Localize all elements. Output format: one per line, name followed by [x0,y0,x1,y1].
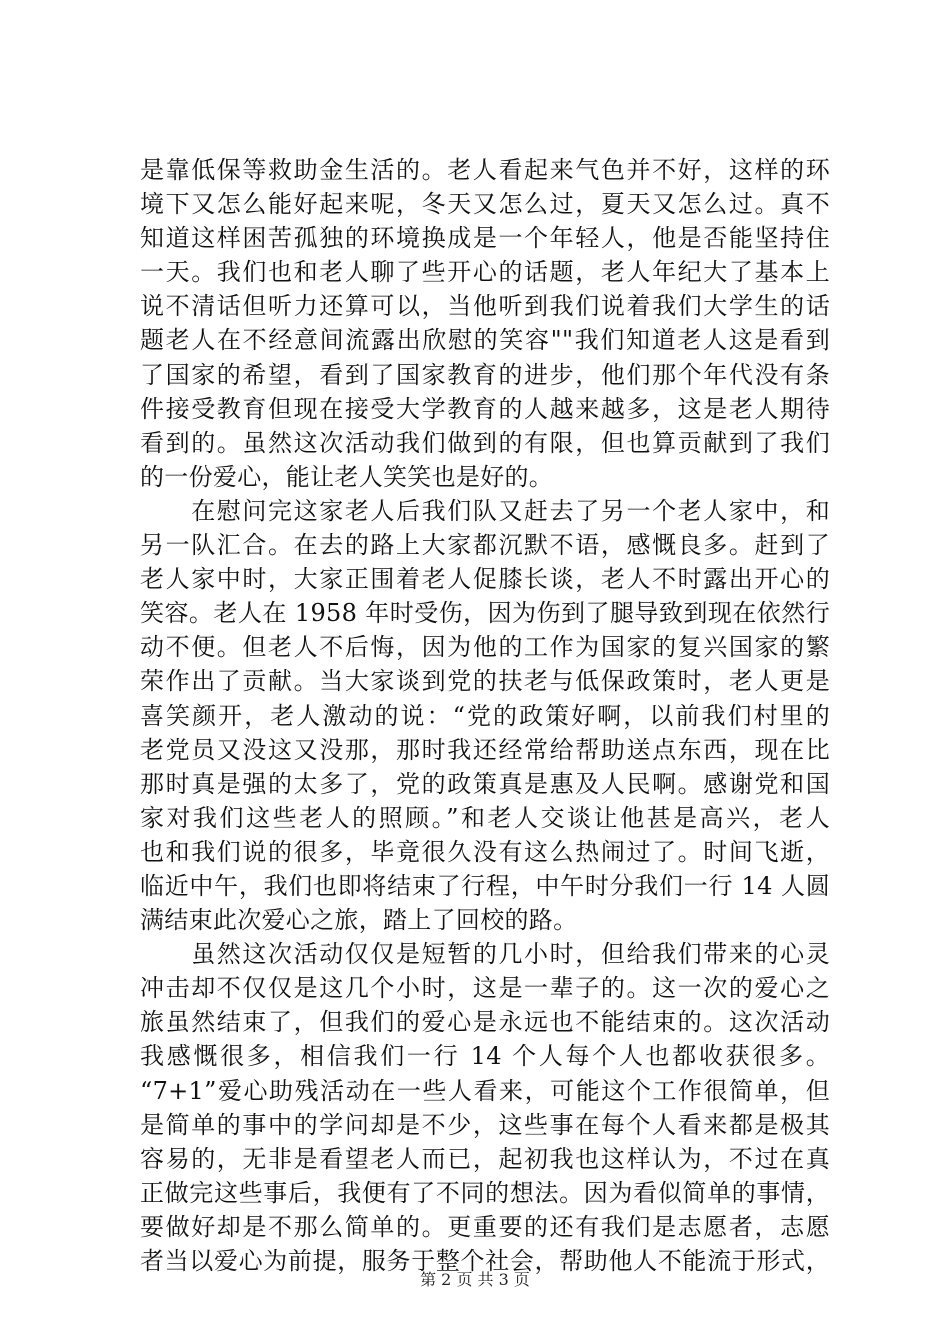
text-line: 喜笑颜开，老人激动的说：“党的政策好啊，以前我们村里的 [140,701,830,730]
text-line: 是靠低保等救助金生活的。老人看起来气色并不好，这样的环 [140,156,830,184]
text-line: 容易的，无非是看望老人而已，起初我也这样认为，不过在真 [140,1144,830,1173]
text-line: 知道这样困苦孤独的环境换成是一个年轻人，他是否能坚持住 [140,224,830,253]
text-line: 的一份爱心，能让老人笑笑也是好的。 [140,462,554,491]
text-line: 者当以爱心为前提，服务于整个社会，帮助他人不能流于形式， [140,1247,830,1275]
text-line: 老党员又没这又没那，那时我还经常给帮助送点东西，现在比 [140,735,830,764]
text-line: 那时真是强的太多了，党的政策真是惠及人民啊。感谢党和国 [140,769,830,798]
body-text [140,153,830,1278]
text-line: 我感慨很多，相信我们一行 14 个人每个人也都收获很多。 [140,1042,830,1071]
text-line: 虽然这次活动仅仅是短暂的几小时，但给我们带来的心灵 [140,940,830,969]
text-line: 说不清话但听力还算可以，当他听到我们说着我们大学生的话 [140,292,830,321]
text-line: 也和我们说的很多，毕竟很久没有这么热闹过了。时间飞逝， [140,837,830,866]
text-line: 在慰问完这家老人后我们队又赶去了另一个老人家中，和 [140,496,830,525]
page-number-footer: 第 2 页 共 3 页 [420,1270,530,1289]
text-line: 件接受教育但现在接受大学教育的人越来越多，这是老人期待 [140,394,830,423]
text-line: 冲击却不仅仅是这几个小时，这是一辈子的。这一次的爱心之 [140,974,830,1003]
text-line: 旅虽然结束了，但我们的爱心是永远也不能结束的。这次活动 [140,1008,830,1037]
text-line: 了国家的希望，看到了国家教育的进步，他们那个年代没有条 [140,360,830,389]
text-line: 荣作出了贡献。当大家谈到党的扶老与低保政策时，老人更是 [140,667,830,696]
text-line: 题老人在不经意间流露出欣慰的笑容""我们知道老人这是看到 [140,326,830,355]
text-line: 是简单的事中的学问却是不少，这些事在每个人看来都是极其 [140,1110,830,1139]
text-line: 看到的。虽然这次活动我们做到的有限，但也算贡献到了我们 [140,428,830,457]
text-line: 满结束此次爱心之旅，踏上了回校的路。 [140,906,578,935]
text-line: 老人家中时，大家正围着老人促膝长谈，老人不时露出开心的 [140,565,830,594]
text-line: 要做好却是不那么简单的。更重要的还有我们是志愿者，志愿 [140,1212,830,1241]
text-line: 笑容。老人在 1958 年时受伤，因为伤到了腿导致到现在依然行 [140,599,830,628]
text-line: 正做完这些事后，我便有了不同的想法。因为看似简单的事情， [140,1178,830,1207]
text-line: 境下又怎么能好起来呢，冬天又怎么过，夏天又怎么过。真不 [140,190,830,219]
text-line: 一天。我们也和老人聊了些开心的话题，老人年纪大了基本上 [140,258,830,287]
text-line: 动不便。但老人不后悔，因为他的工作为国家的复兴国家的繁 [140,633,830,662]
text-line: “7+1”爱心助残活动在一些人看来，可能这个工作很简单，但 [140,1076,830,1105]
text-line: 临近中午，我们也即将结束了行程，中午时分我们一行 14 人圆 [140,871,830,900]
text-line: 家对我们这些老人的照顾。”和老人交谈让他甚是高兴，老人 [140,803,830,832]
text-line: 另一队汇合。在去的路上大家都沉默不语，感慨良多。赶到了 [140,531,830,560]
